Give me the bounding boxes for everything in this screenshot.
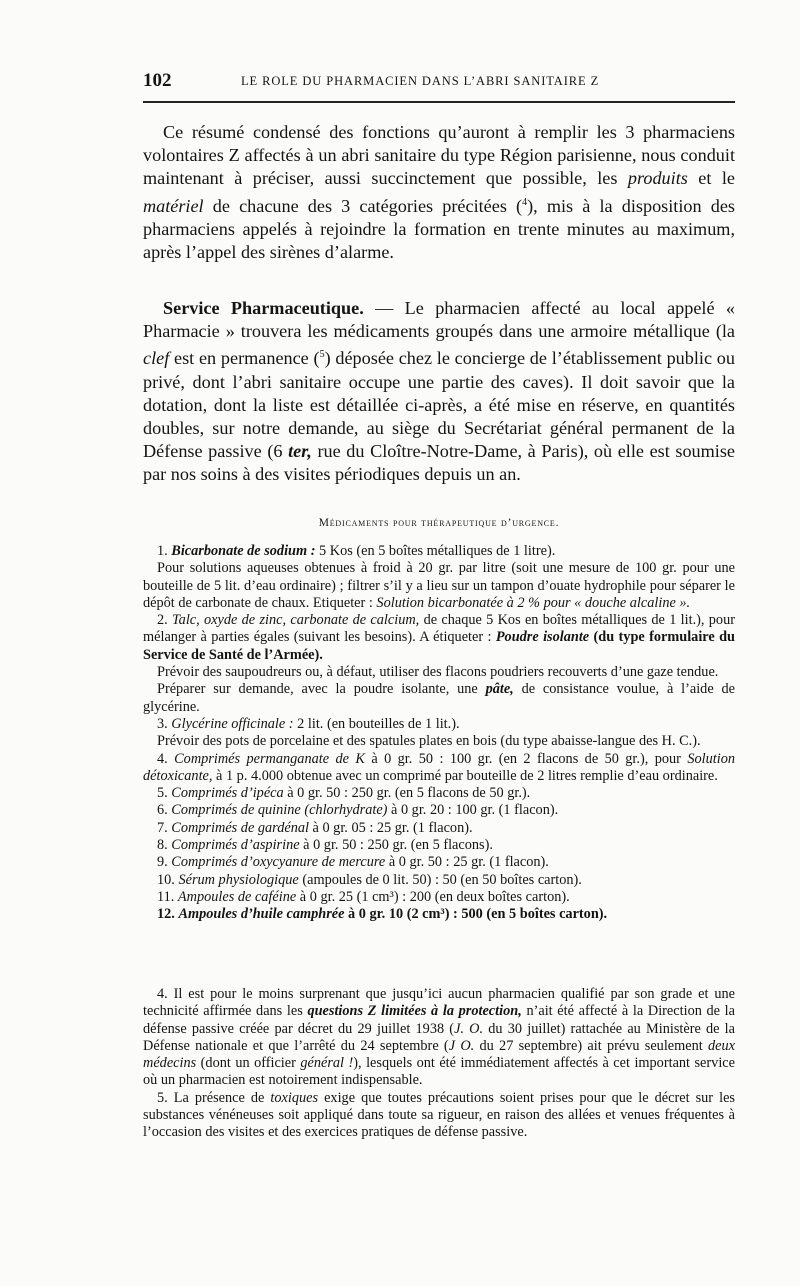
item-detail: à 0 gr. 50 : 100 gr. (en 2 flacons de 50 gr.), pour	[364, 750, 688, 767]
item-detail: 5 Kos (en 5 boîtes métalliques de 1 litre).	[315, 543, 556, 559]
list-item	[143, 785, 735, 802]
list-item	[143, 872, 735, 889]
item-number: 9.	[157, 854, 172, 871]
list-item	[143, 543, 735, 560]
emphasis: questions Z limitées à la protection,	[307, 1003, 522, 1020]
item-number: 8.	[157, 837, 172, 854]
text-run: Pour solutions aqueuses obtenues à froid à 20 gr. par litre (soit une mesure de 100 gr. pour une bouteille de 5 lit. d’eau ordinaire) ; filtrer s’il y a lieu sur un tampon d’ouate hydrophile pour séparer le dépôt de carbonate de chaux. Etiqueter :	[143, 560, 735, 611]
text-run: Préparer sur demande, avec la poudre isolante, une	[157, 681, 486, 698]
list-item-detail	[143, 733, 735, 750]
text-run: 5. La présence de	[157, 1089, 271, 1106]
item-number: 2.	[157, 612, 173, 629]
emphasis-materiel: matériel	[143, 195, 204, 216]
footnote-5	[143, 1090, 735, 1142]
list-item	[143, 751, 735, 786]
item-name: Comprimés d’aspirine	[171, 837, 300, 854]
text-run: est en permanence (	[169, 348, 320, 369]
item-number: 5.	[157, 785, 172, 802]
item-number: 3.	[157, 715, 172, 732]
page-header	[143, 70, 733, 96]
item-detail: à 1 p. 4.000 obtenue avec un comprimé par bouteille de 2 litres remplie d’eau ordinaire.	[212, 767, 718, 784]
text-run: de chacune des 3 catégories précitées (	[203, 195, 523, 216]
emphasis: deux médecins	[143, 1037, 735, 1072]
text-run: ) déposée chez le concierge de l’établissement public ou privé, dont l’abri sanitaire occupe une partie des caves). Il doit savoir que la dotation, dont la liste est détaillée ci-après, a été mise en réserve, en quantités doubles, sur notre demande, au siège du Secrétariat général permanent de la Défense passive (6	[143, 348, 735, 462]
text-run: (dont un officier	[196, 1055, 301, 1072]
item-number: 10.	[157, 871, 179, 888]
item-detail: (du type formulaire du Service de Santé de l’Armée).	[143, 629, 735, 663]
section-title: Service Pharmaceutique.	[163, 298, 364, 318]
item-number: 6.	[157, 802, 172, 819]
footnote-ref-5: 5	[319, 349, 325, 361]
page-number: 102	[143, 70, 172, 91]
item-name: Bicarbonate de sodium :	[171, 543, 316, 559]
text-run: n’ait été affecté à la Direction de la défense passive créée par décret du 29 juillet 1938 (	[143, 1003, 735, 1037]
list-item-detail	[143, 664, 735, 681]
item-detail: à 0 gr. 20 : 100 gr. (1 flacon).	[387, 802, 559, 819]
item-number: 1.	[157, 543, 172, 559]
emphasis: toxiques	[270, 1089, 319, 1106]
list-item	[143, 716, 735, 733]
item-detail: à 0 gr. 05 : 25 gr. (1 flacon).	[308, 819, 473, 836]
list-item	[143, 906, 735, 923]
intro-paragraph	[143, 121, 735, 264]
list-item	[143, 802, 735, 819]
item-name: Comprimés d’ipéca	[171, 785, 284, 802]
item-detail: de chaque 5 Kos en boîtes métalliques de 1 lit.), pour mélanger à parties égales (suivant les besoins). A étiqueter :	[143, 612, 735, 646]
item-name: Ampoules d’huile camphrée	[178, 906, 345, 923]
text-run: Prévoir des saupoudreurs ou, à défaut, utiliser des flacons poudriers recouverts d’une gaze tendue.	[157, 664, 719, 681]
item-name: Comprimés d’oxycyanure de mercure	[171, 854, 386, 871]
text-run: Ce résumé condensé des fonctions qu’auront à remplir les 3 pharmaciens volontaires Z affectés à un abri sanitaire du type Région parisienne, nous conduit maintenant à préciser, aussi succinctement que possible, les	[143, 122, 735, 189]
item-name: Talc, oxyde de zinc, carbonate de calcium,	[172, 612, 420, 629]
list-item	[143, 820, 735, 837]
emphasis: J. O.	[454, 1020, 484, 1037]
emphasis-clef: clef	[143, 348, 170, 369]
item-detail: (ampoules de 0 lit. 50) : 50 (en 50 boîtes carton).	[298, 871, 582, 888]
list-item-detail	[143, 681, 735, 716]
item-detail: à 0 gr. 10 (2 cm³) : 500 (en 5 boîtes carton).	[344, 906, 608, 923]
item-name: Sérum physiologique	[178, 871, 299, 888]
item-number: 12.	[157, 906, 179, 923]
item-name: Comprimés de gardénal	[171, 819, 309, 836]
list-item-detail	[143, 560, 735, 612]
item-detail: à 0 gr. 50 : 250 gr. (en 5 flacons).	[299, 837, 493, 854]
text-run: rue du Cloître-Notre-Dame, à Paris), où elle est soumise par nos soins à des visites périodiques depuis un an.	[143, 441, 735, 485]
item-detail: à 0 gr. 50 : 250 gr. (en 5 flacons de 50 gr.).	[283, 785, 531, 802]
service-paragraph	[143, 297, 735, 487]
subheading-text: Médicaments pour thérapeutique d’urgence.	[318, 517, 560, 529]
text-run: exige que toutes précautions soient prises pour que le décret sur les substances vénéneuses soit appliqué dans toute sa rigueur, en raison des allées et venues fréquentes à l’occasion des visites et des exercices pratiques de défense passive.	[143, 1089, 735, 1141]
item-name: Comprimés de quinine (chlorhydrate)	[171, 802, 388, 819]
header-rule	[143, 101, 735, 103]
footnote-4	[143, 986, 735, 1090]
text-run: de consistance voulue, à l’aide de glycérine.	[143, 681, 735, 715]
emphasis-produits: produits	[627, 168, 688, 189]
subheading	[143, 517, 735, 529]
footnotes	[143, 986, 735, 1142]
item-detail: 2 lit. (en bouteilles de 1 lit.).	[293, 715, 460, 732]
emphasis-ter: ter,	[288, 441, 312, 462]
running-title: LE ROLE DU PHARMACIEN DANS L’ABRI SANITAIRE Z	[241, 74, 600, 88]
list-item	[143, 854, 735, 871]
footnote-ref-4: 4	[522, 196, 528, 208]
list-item	[143, 837, 735, 854]
item-name: Glycérine officinale :	[171, 715, 294, 732]
medication-list	[143, 543, 735, 924]
item-name: Comprimés permanganate de K	[174, 750, 365, 767]
item-detail: à 0 gr. 50 : 25 gr. (1 flacon).	[385, 854, 549, 871]
text-run: ), lesquels ont été immédiatement affectés à cet important service où un pharmacien est notoirement indispensable.	[143, 1055, 735, 1089]
emphasis: J O.	[448, 1037, 475, 1054]
list-item	[143, 612, 735, 664]
item-name: Ampoules de caféine	[177, 888, 297, 905]
text-run: du 27 septembre) ait prévu seulement	[474, 1037, 708, 1054]
label-text: Poudre isolante	[495, 629, 590, 646]
text-run: — Le pharmacien affecté au local appelé « Pharmacie » trouvera les médicaments groupés dans une armoire métallique (la	[143, 298, 736, 342]
text-run: ), mis à la disposition des pharmaciens appelés à rejoindre la formation en trente minutes au maximum, après l’appel des sirènes d’alarme.	[143, 195, 735, 263]
list-item	[143, 889, 735, 906]
emphasis: général !	[300, 1055, 354, 1072]
label-text: Solution bicarbonatée à 2 % pour « douche alcaline ».	[376, 594, 691, 611]
item-number: 4.	[157, 750, 175, 767]
label-text: Solution détoxicante,	[143, 750, 736, 784]
text-run: et le	[687, 168, 735, 189]
item-number: 7.	[157, 819, 172, 836]
item-number: 11.	[157, 888, 178, 905]
text-run: 4. Il est pour le moins surprenant que jusqu’ici aucun pharmacien qualifié par son grade et une technicité affirmée dans les	[143, 986, 735, 1020]
emphasis-pate: pâte,	[485, 681, 514, 698]
text-run: Prévoir des pots de porcelaine et des spatules plates en bois (du type abaisse-langue des H. C.).	[157, 733, 701, 750]
item-detail: à 0 gr. 25 (1 cm³) : 200 (en deux boîtes carton).	[296, 888, 570, 905]
text-run: du 30 juillet) rattachée au Ministère de la Défense nationale et que l’arrêté du 24 septembre (	[143, 1020, 735, 1054]
